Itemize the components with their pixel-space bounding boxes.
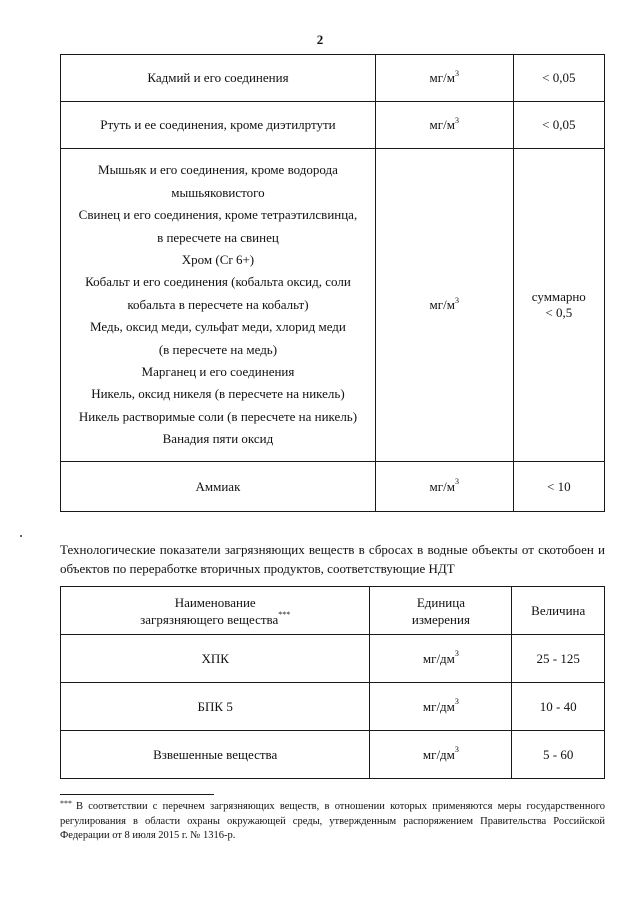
substance-name: Ртуть и ее соединения, кроме диэтилртути — [61, 102, 376, 149]
value-cell: 5 - 60 — [512, 731, 605, 779]
metal-line: в пересчете на свинец — [157, 229, 279, 245]
header-substance: Наименование загрязняющего вещества*** — [61, 587, 370, 635]
table-row-metals-group — [61, 149, 605, 462]
metal-line: Хром (Cr 6+) — [181, 251, 255, 267]
unit-cell: $мг/дм^3$ — [370, 731, 512, 779]
sum-label: суммарно — [531, 289, 586, 304]
unit-cell: $мг/м^3$ — [375, 462, 513, 512]
sum-value: < 0,5 — [545, 305, 573, 320]
value-cell: < 10 — [513, 462, 604, 512]
metal-line: Ванадия пяти оксид — [162, 431, 274, 447]
value-cell: < 0,05 — [513, 55, 604, 102]
table-row — [61, 462, 605, 512]
metals-list — [61, 149, 376, 462]
value-cell — [513, 149, 604, 462]
metal-line: Кобальт и его соединения (кобальта оксид, соли — [85, 274, 351, 290]
metal-line: Никель, оксид никеля (в пересчете на никель) — [91, 386, 345, 402]
value-cell: 25 - 125 — [512, 635, 605, 683]
substance-name: ХПК — [61, 635, 370, 683]
substance-name: Взвешенные вещества — [61, 731, 370, 779]
table-row — [61, 635, 605, 683]
metal-line: мышьяковистого — [171, 184, 265, 200]
header-value: Величина — [512, 587, 605, 635]
table-row — [61, 683, 605, 731]
table-row — [61, 102, 605, 149]
metal-line: Марганец и его соединения — [141, 364, 295, 380]
unit-cell: $мг/м^3$ — [375, 55, 513, 102]
footnote — [60, 800, 605, 844]
metal-line: Медь, оксид меди, сульфат меди, хлорид меди — [90, 319, 346, 335]
value-cell: < 0,05 — [513, 102, 604, 149]
substance-name: Аммиак — [61, 462, 376, 512]
header-unit: Единица измерения — [370, 587, 512, 635]
table-header-row — [61, 587, 605, 635]
unit-cell: $мг/дм^3$ — [370, 635, 512, 683]
table-row — [61, 55, 605, 102]
footnote-mark: *** — [60, 799, 72, 808]
unit-cell: $мг/дм^3$ — [370, 683, 512, 731]
page-number: 2 — [316, 32, 324, 47]
unit-cell: $мг/м^3$ — [375, 102, 513, 149]
footnote-ref-mark: *** — [278, 610, 291, 620]
value-cell: 10 - 40 — [512, 683, 605, 731]
footnote-text: В соответствии с перечнем загрязняющих веществ, в отношении которых применяются меры государственного регулирования в области охраны окружающей среды, утвержденным распоряжением Правительства Российской Федерации от 8 июля 2015 г. № 1316-р. — [60, 801, 605, 841]
metal-line: (в пересчете на медь) — [158, 341, 278, 357]
substance-name: Кадмий и его соединения — [61, 55, 376, 102]
footnote-divider — [60, 794, 214, 795]
scan-artifact-dot — [20, 535, 22, 537]
substance-name: БПК 5 — [61, 683, 370, 731]
emissions-table — [60, 54, 605, 512]
metal-line: кобальта в пересчете на кобальт) — [127, 296, 309, 312]
metal-line: Свинец и его соединения, кроме тетраэтилсвинца, — [78, 207, 358, 223]
unit-cell: $мг/м^3$ — [375, 149, 513, 462]
metal-line: Никель растворимые соли (в пересчете на никель) — [78, 408, 358, 424]
section-paragraph: Технологические показатели загрязняющих веществ в сбросах в водные объекты от скотобоен и объектов по переработке вторичных продуктов, соответствующие НДТ — [60, 542, 605, 576]
table-row — [61, 731, 605, 779]
discharge-table — [60, 586, 605, 779]
metal-line: Мышьяк и его соединения, кроме водорода — [98, 162, 338, 178]
